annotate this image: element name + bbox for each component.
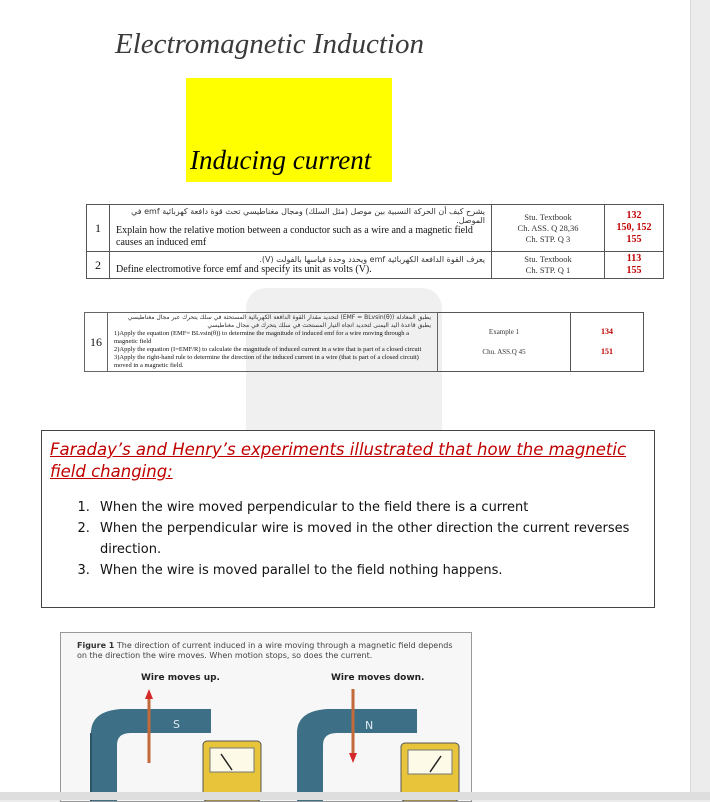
list-item: 1. When the wire moved perpendicular to the field there is a current — [94, 497, 654, 518]
objective-arabic: يشرح كيف أن الحركة النسبية بين موصل (مثل السلك) ومجال مغناطيسي تحث قوة دافعة كهربائية emf في الموصل. — [131, 207, 485, 225]
figure-label-right: Wire moves down. — [331, 673, 425, 683]
subtitle-highlight-box — [186, 78, 392, 182]
objective-arabic: يطبق المعادلة (EMF = BLvsin(θ)) لتحديد مقدار القوة الدافعة الكهربائية المستحثة في سلك يتحرك عبر مجال مغناطيسي — [127, 314, 431, 321]
list-item: 3. When the wire is moved parallel to the field nothing happens. — [94, 560, 654, 581]
table-row — [87, 252, 664, 279]
objective-english: 1)Apply the equation (EMF= BLvsin(θ)) to determine the magnitude of induced emf for a wire moving through a magnetic field — [114, 330, 410, 345]
faraday-box — [41, 430, 655, 608]
table-row — [85, 313, 644, 372]
faraday-heading: Faraday’s and Henry’s experiments illustrated that how the magnetic field changing: — [50, 440, 627, 481]
objective-pages: 134 151 — [571, 313, 644, 372]
objective-number: 2 — [87, 252, 110, 279]
faraday-list — [42, 497, 654, 581]
figure — [60, 632, 472, 802]
objective-references: Stu. Textbook Ch. STP. Q 1 — [492, 252, 605, 279]
table-row — [87, 205, 664, 252]
objective-pages: 113 155 — [605, 252, 664, 279]
magnet-left-icon — [91, 709, 211, 801]
objective-number: 16 — [85, 313, 108, 372]
svg-text:S: S — [173, 718, 180, 731]
objective-references: Stu. Textbook Ch. ASS. Q 28,36 Ch. STP. Q 3 — [492, 205, 605, 252]
figure-illustration — [61, 633, 471, 801]
objectives-table-top — [86, 204, 664, 279]
figure-label-left: Wire moves up. — [141, 673, 220, 683]
page-footer-strip — [0, 792, 710, 800]
objective-english: Define electromotive force emf and specify its unit as volts (V). — [116, 263, 372, 275]
objective-arabic: يعرف القوة الدافعة الكهربائية emf ويحدد وحدة قياسها بالفولت (V). — [259, 254, 485, 264]
objective-pages: 132 150, 152 155 — [605, 205, 664, 252]
objective-english: Explain how the relative motion between a conductor such as a wire and a magnetic field causes an induced emf — [116, 225, 473, 248]
svg-text:N: N — [365, 719, 374, 732]
objective-number: 1 — [87, 205, 110, 252]
objective-english: 2)Apply the equation (I=EMF/R) to calculate the magnitude of induced current in a wire that is part of a closed circuit — [114, 346, 422, 353]
figure-caption: Figure 1 The direction of current induced in a wire moving through a magnetic field depends on the direction the wire moves. When motion stops, so does the current. — [77, 641, 453, 660]
page-title: Electromagnetic Induction — [115, 28, 424, 60]
magnet-right-icon — [297, 709, 418, 801]
subtitle: Inducing current — [190, 145, 372, 175]
objective-english: 3)Apply the right-hand rule to determine the direction of the induced current in a wire (that is part of a closed circuit) moved in a magnetic field. — [114, 354, 419, 369]
objective-arabic: يطبق قاعدة اليد اليمنى لتحديد اتجاه التيار المستحث في سلك يتحرك في مجال مغناطيسي — [207, 322, 431, 329]
objectives-table-bottom — [84, 312, 644, 372]
objective-references: Example 1 Chu. ASS.Q 45 — [438, 313, 571, 372]
list-item: 2. When the perpendicular wire is moved in the other direction the current reverses direction. — [94, 518, 654, 560]
